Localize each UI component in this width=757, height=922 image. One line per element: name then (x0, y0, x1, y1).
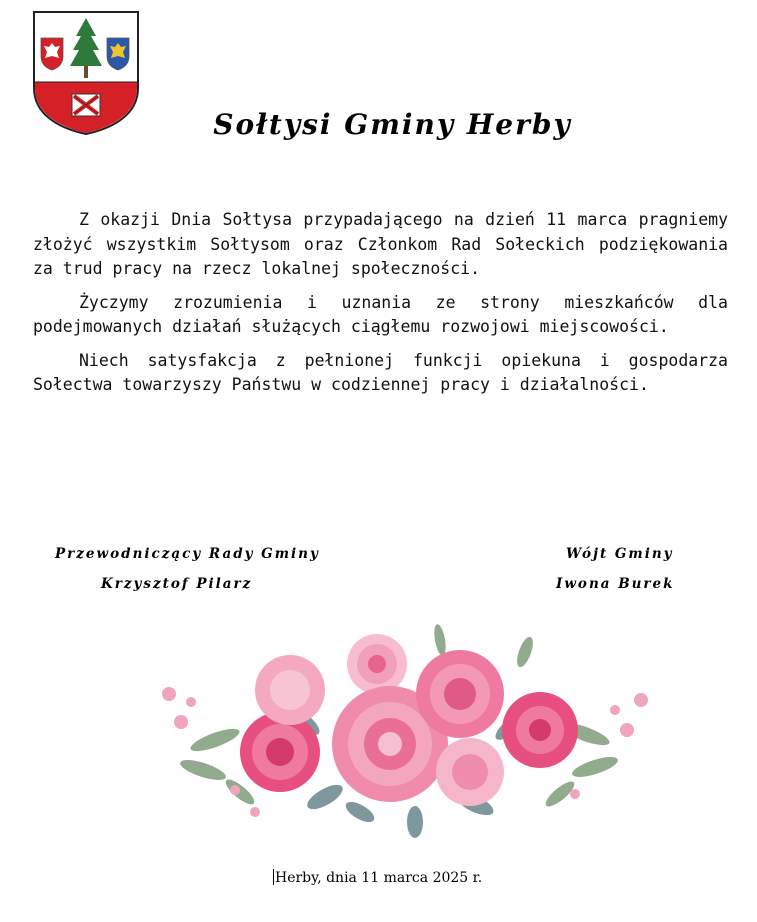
page-title: Sołtysi Gminy Herby (213, 108, 572, 141)
paragraph-1: Z okazji Dnia Sołtysa przypadającego na dzień 11 marca pragniemy złożyć wszystkim Sołtysom oraz Członkom Rad Sołeckich podziękowania za trud pracy na rzecz lokalnej społeczności. (33, 210, 728, 278)
text-cursor (273, 869, 274, 885)
signature-right-role: Wójt Gminy (566, 546, 674, 562)
signature-right-name: Iwona Burek (556, 576, 675, 592)
place-and-date-text: Herby, dnia 11 marca 2025 r. (275, 870, 483, 886)
place-and-date (273, 869, 482, 886)
signature-left-name: Krzysztof Pilarz (101, 576, 253, 592)
pink-roses-bouquet-icon (155, 622, 655, 840)
signature-left-role: Przewodniczący Rady Gminy (55, 546, 320, 562)
document-body (33, 208, 728, 407)
paragraph-3: Niech satysfakcja z pełnionej funkcji opiekuna i gospodarza Sołectwa towarzyszy Państwu w codziennej pracy i działalności. (33, 350, 728, 394)
paragraph-2: Życzymy zrozumienia i uznania ze strony mieszkańców dla podejmowanych działań służących ciągłemu rozwojowi miejscowości. (33, 292, 728, 336)
